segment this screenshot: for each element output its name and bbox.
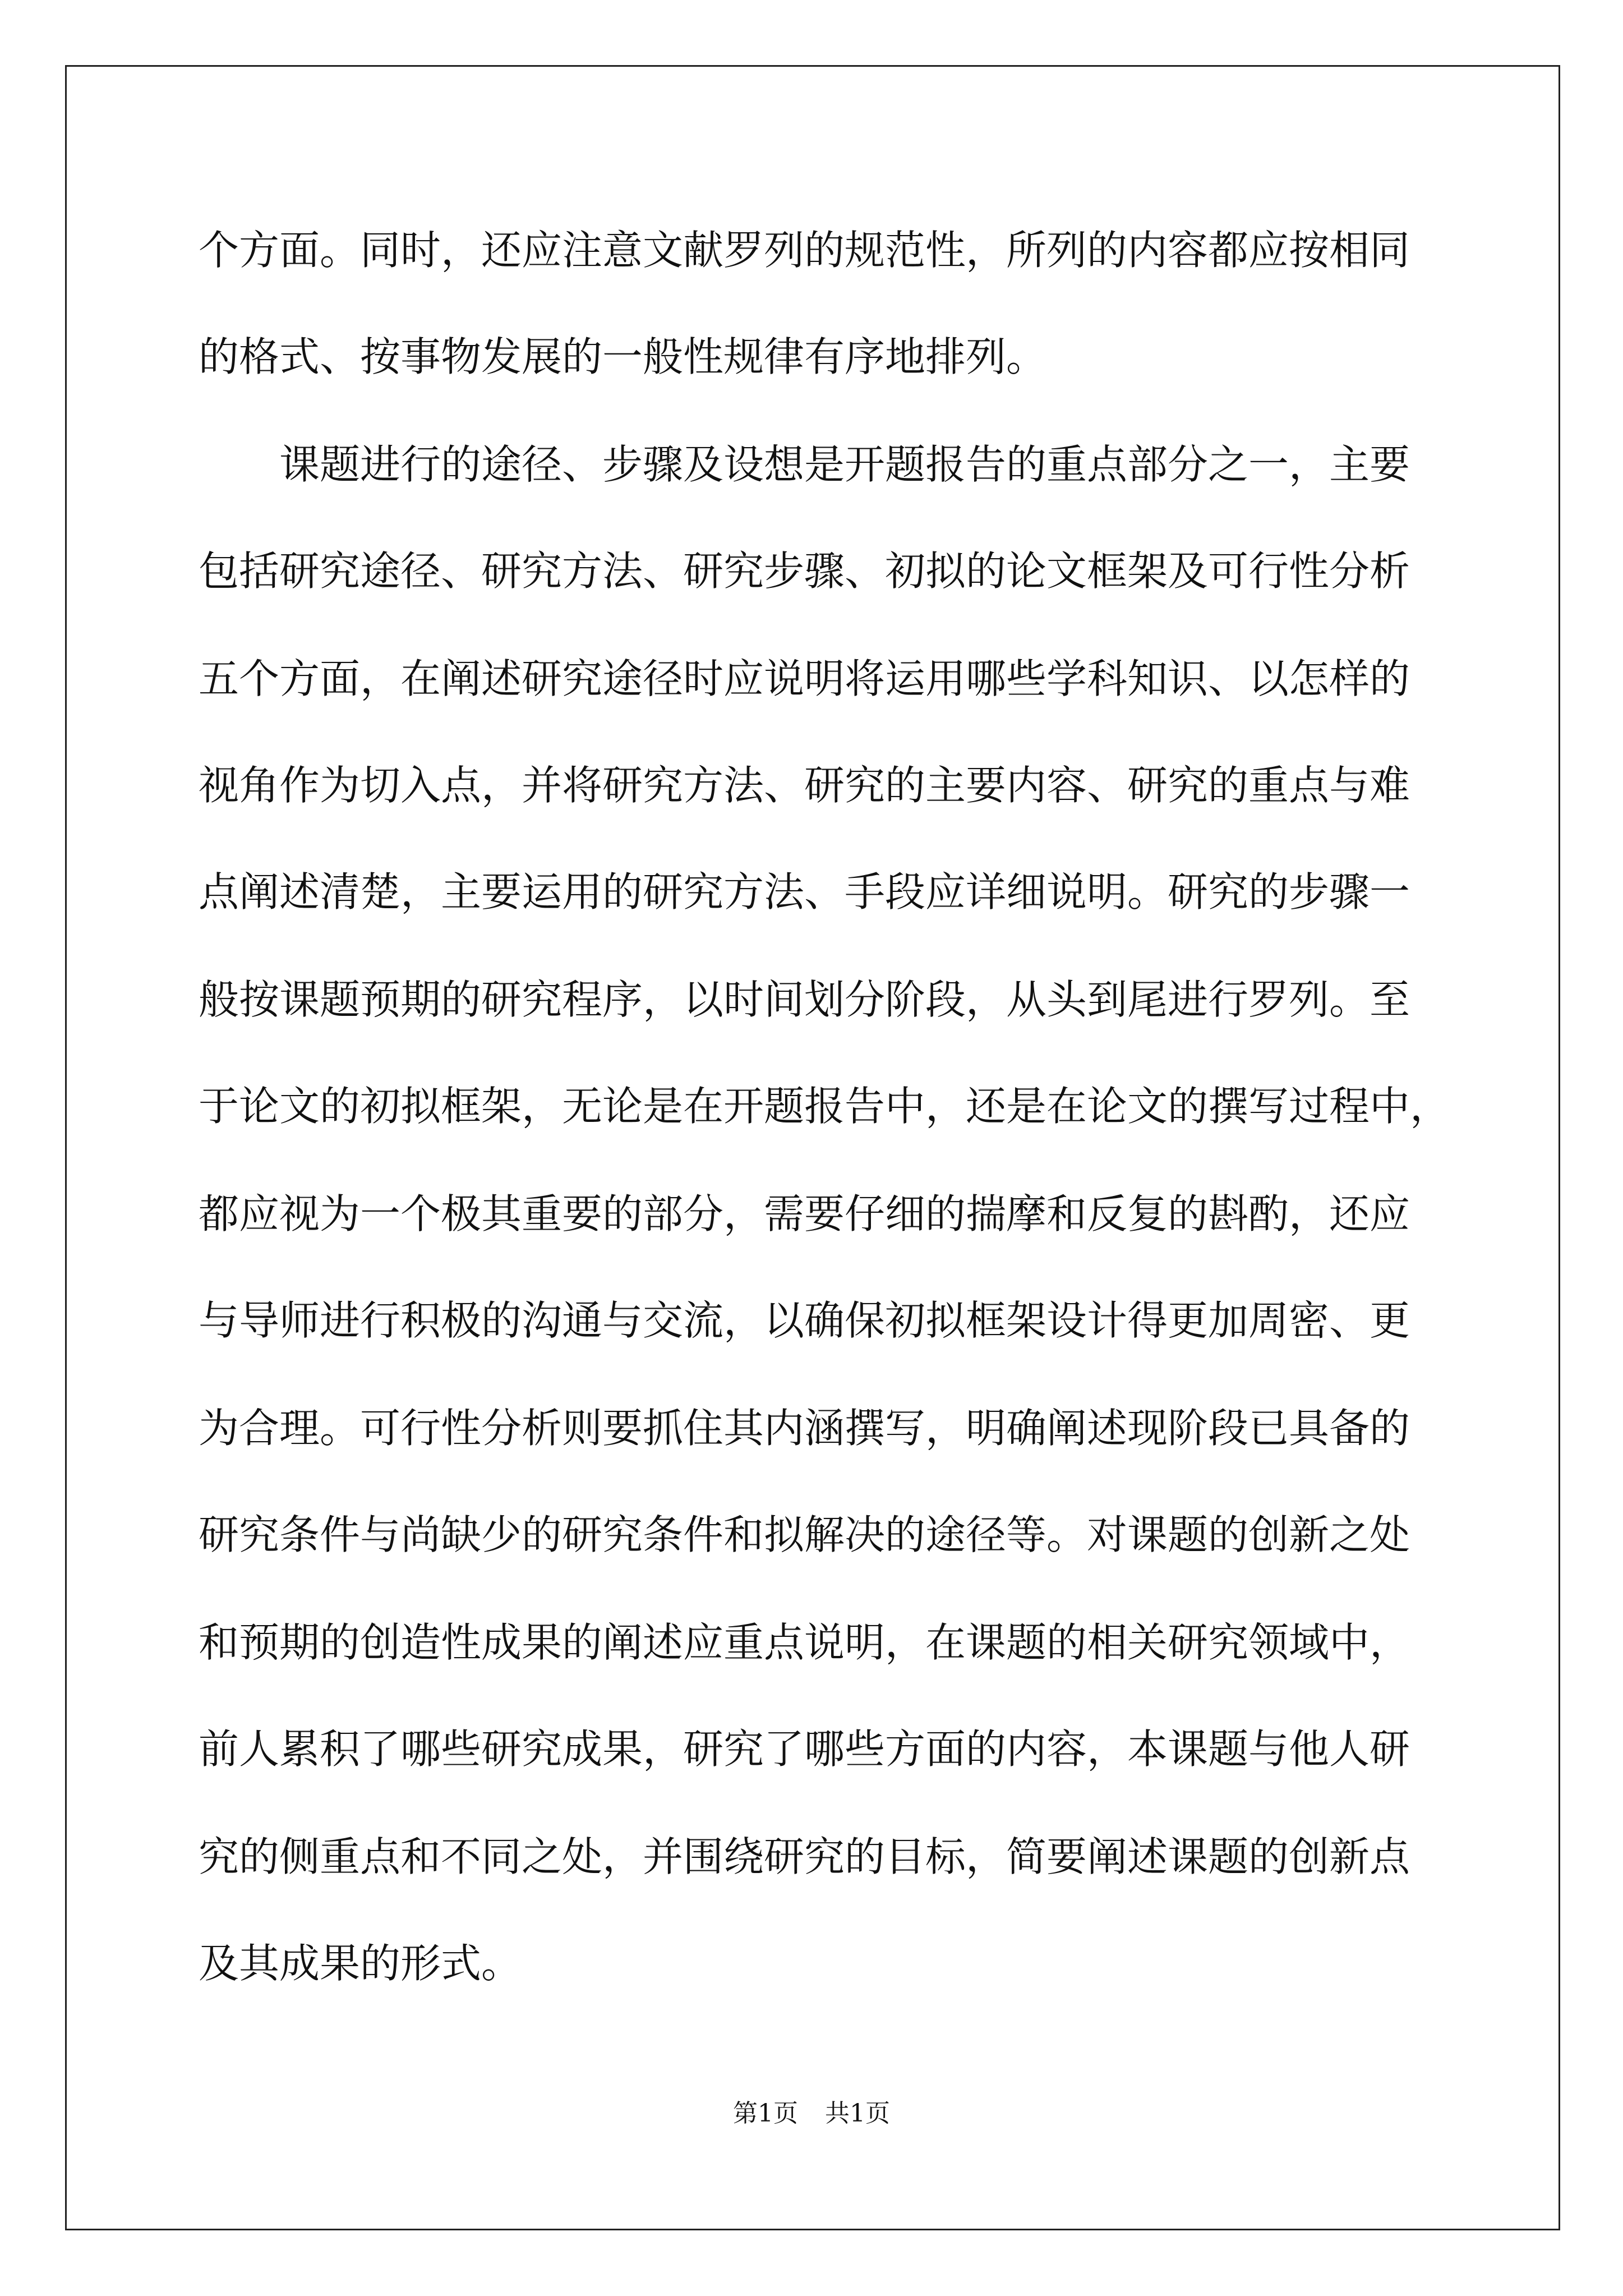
text-line: 点阐述清楚，主要运用的研究方法、手段应详细说明。研究的步骤一 [199, 868, 1410, 915]
text-line: 般按课题预期的研究程序，以时间划分阶段，从头到尾进行罗列。至 [199, 976, 1410, 1023]
text-line: 前人累积了哪些研究成果，研究了哪些方面的内容，本课题与他人研 [199, 1726, 1410, 1773]
text-line: 为合理。可行性分析则要抓住其内涵撰写，明确阐述现阶段已具备的 [199, 1405, 1410, 1452]
page-border [65, 65, 1560, 2230]
text-line: 的格式、按事物发展的一般性规律有序地排列。 [199, 333, 1047, 380]
text-line: 于论文的初拟框架，无论是在开题报告中，还是在论文的撰写过程中， [199, 1083, 1451, 1130]
text-line: 个方面。同时，还应注意文献罗列的规范性，所列的内容都应按相同 [199, 227, 1410, 274]
text-line: 与导师进行积极的沟通与交流，以确保初拟框架设计得更加周密、更 [199, 1297, 1410, 1344]
text-line: 研究条件与尚缺少的研究条件和拟解决的途径等。对课题的创新之处 [199, 1511, 1410, 1558]
paragraph-first-line: 课题进行的途径、步骤及设想是开题报告的重点部分之一，主要 [279, 441, 1410, 488]
text-line: 及其成果的形式。 [199, 1940, 522, 1987]
text-line: 包括研究途径、研究方法、研究步骤、初拟的论文框架及可行性分析 [199, 547, 1410, 595]
page-number-current: 第1页 [733, 2099, 798, 2128]
text-line: 五个方面，在阐述研究途径时应说明将运用哪些学科知识、以怎样的 [199, 655, 1410, 702]
page-footer [0, 2097, 1623, 2131]
page-number-total: 共1页 [825, 2099, 890, 2128]
text-line: 究的侧重点和不同之处，并围绕研究的目标，简要阐述课题的创新点 [199, 1833, 1410, 1880]
text-line: 都应视为一个极其重要的部分，需要仔细的揣摩和反复的斟酌，还应 [199, 1190, 1410, 1237]
text-line: 和预期的创造性成果的阐述应重点说明，在课题的相关研究领域中， [199, 1619, 1410, 1666]
text-line: 视角作为切入点，并将研究方法、研究的主要内容、研究的重点与难 [199, 762, 1410, 809]
